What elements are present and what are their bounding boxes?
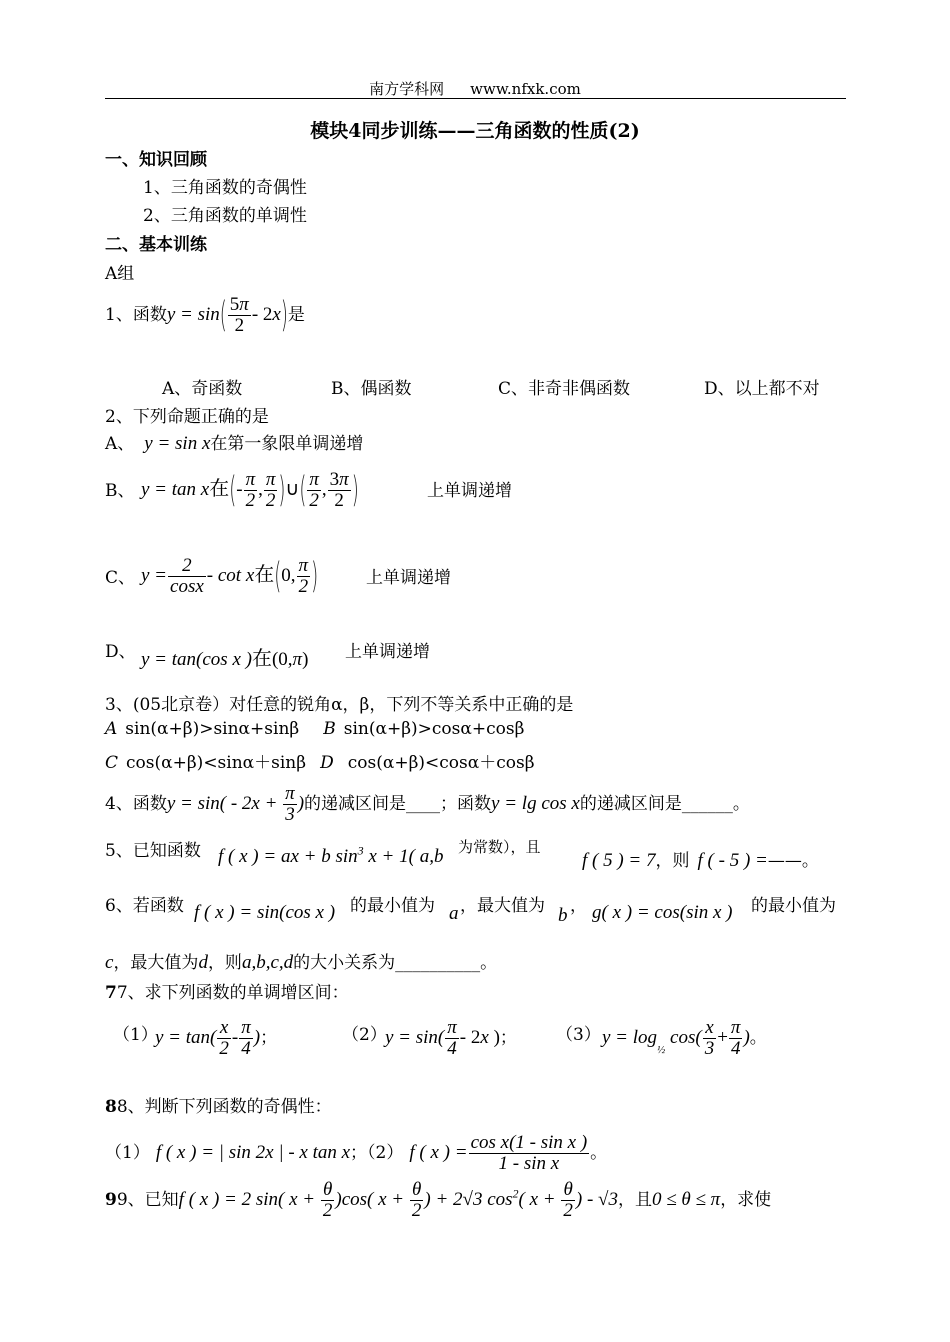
question-1: 1、函数y = sin( $\frac{5\pi}{2}$ - 2x)是: [105, 294, 305, 337]
q7-formula-1: y = tan( $\frac{x}{2}$ - $\frac{\pi}{4}$ )；: [155, 1017, 278, 1059]
q5-note: 为常数），且: [458, 838, 541, 856]
q2-stem: 2、下列命题正确的是: [105, 407, 269, 427]
q6-line2: c，最大值为d，则a,b,c,d的大小关系为__________。: [105, 952, 498, 973]
q5-condition: f ( 5 ) = 7，则 f ( - 5 ) =——。: [582, 850, 819, 871]
question-4: 4、函数y = sin( - 2x + $\frac{\pi}{3}$ )的递减区间是____；函数y = lg cos x的递减区间是______。: [105, 783, 750, 825]
q7-stem: 77、求下列函数的单调增区间：: [105, 983, 349, 1003]
q6-text1: 的最小值为: [350, 896, 435, 916]
q1-option-b: B、偶函数: [331, 379, 412, 399]
q1-suffix: 是: [287, 304, 305, 325]
q6-text4: 的最小值为: [751, 896, 836, 916]
page-title: 模块4同步训练——三角函数的性质(2): [310, 120, 640, 142]
q2-option-a: A、 y = sin x在第一象限单调递增: [105, 433, 364, 454]
header-rule: [105, 98, 846, 99]
q6-var-b: b: [558, 905, 568, 926]
q2-option-d-formula: y = tan(cos x )在(0,π): [141, 646, 309, 670]
q7-formula-2: y = sin( $\frac{\pi}{4}$ - 2x )；: [385, 1017, 517, 1059]
group-label: A组: [105, 264, 135, 284]
q2-option-c: C、: [105, 568, 136, 588]
question-5: 5、已知函数: [105, 841, 201, 861]
q8-stem: 88、判断下列函数的奇偶性：: [105, 1097, 332, 1117]
q1-formula: y = sin: [166, 303, 220, 325]
q2-option-b: B、: [105, 481, 135, 501]
header-url: www.nfxk.com: [470, 80, 581, 98]
section-heading-review: 一、知识回顾: [105, 150, 207, 170]
q7-part-3: （3）: [556, 1025, 601, 1045]
q6-text3: ，: [570, 896, 587, 916]
q2-option-c-text: 上单调递增: [366, 568, 451, 588]
q3-stem: 3、(05北京卷）对任意的锐角α，β，下列不等关系中正确的是: [105, 695, 574, 715]
question-6: 6、若函数: [105, 896, 184, 916]
q2-option-d-text: 上单调递增: [345, 642, 430, 662]
q1-option-c: C、非奇非偶函数: [498, 379, 631, 399]
q6-text2: ，最大值为: [460, 896, 545, 916]
q7-formula-3: $y = \log_{\frac{1}{2}} \cos$( $\frac{x}{3}$ + $\frac{\pi}{4}$ )。: [602, 1017, 767, 1059]
review-item: 2、三角函数的单调性: [143, 206, 307, 226]
q1-option-a: A、奇函数: [162, 379, 243, 399]
q3-options-cd: C cos(α+β)<sinα＋sinβ D cos(α+β)<cosα＋cosβ: [105, 753, 535, 773]
section-heading-training: 二、基本训练: [105, 235, 207, 255]
q1-prefix: 1、函数: [105, 304, 167, 325]
q2-option-c-formula: y = $\frac{2}{\cos x}$ - cot x在(0, $\frac{\pi}{2}$ ): [141, 555, 319, 598]
q7-part-2: （2）: [342, 1025, 387, 1045]
header-site: 南方学科网: [369, 80, 445, 98]
page-header: [0, 78, 950, 99]
q6-formula-g: g( x ) = cos(sin x ): [592, 902, 733, 923]
q1-option-d: D、以上都不对: [704, 379, 820, 399]
q5-formula: f ( x ) = ax + b $\sin^3 x + 1$( a,b: [218, 844, 444, 868]
question-8-line: （1） f ( x ) = | sin 2x | - x tan x；（2） f ( x ) = $\frac{\text{cos x(1 - sin x )}}{\text{1 - sin x}}$ 。: [105, 1132, 608, 1174]
q6-var-a: a: [449, 903, 459, 924]
q2-option-d: D、: [105, 642, 136, 662]
q6-line1: f ( x ) = sin(cos x ): [194, 902, 336, 923]
q2-option-b-text: 上单调递增: [427, 481, 512, 501]
review-item: 1、三角函数的奇偶性: [143, 178, 307, 198]
q3-options-ab: A sin(α+β)>sinα+sinβ B sin(α+β)>cosα+cosβ: [105, 719, 525, 739]
q7-part-1: （1）: [113, 1025, 158, 1045]
question-9: 99、已知f ( x ) = 2 sin( x + $\frac{\theta}{2}$ )cos( x + $\frac{\theta}{2}$ ) + 2√3 $\cos^2$( x + $\frac{\theta}{2}$ ) - √3，且0 ≤ θ ≤ π，求使: [105, 1179, 772, 1221]
q2-option-b-formula: y = tan x在(- $\frac{\pi}{2}$ , $\frac{\pi}{2}$ )∪( $\frac{\pi}{2}$ , $\frac{3\pi}{2}$ ): [141, 469, 359, 512]
